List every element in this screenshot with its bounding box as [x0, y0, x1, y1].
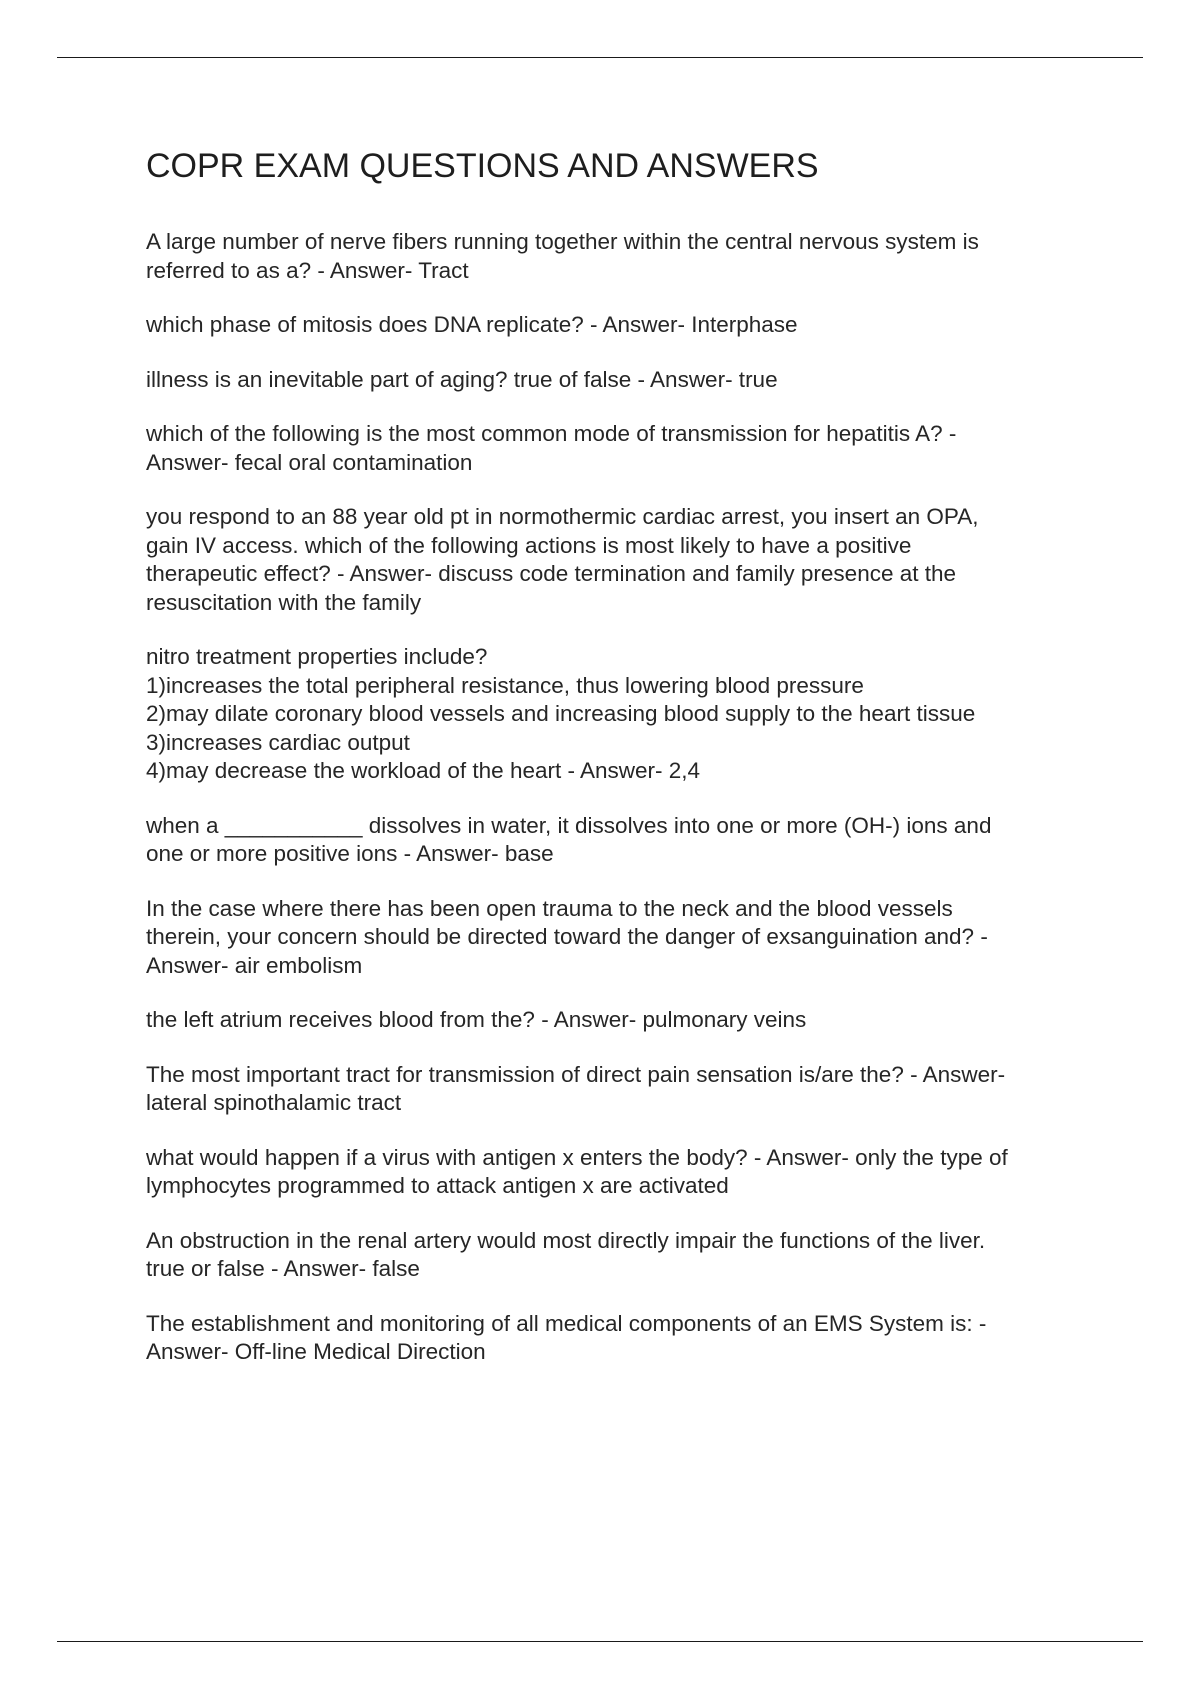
bottom-rule	[57, 1641, 1143, 1642]
qa-entry: The establishment and monitoring of all medical components of an EMS System is: - Answer- Off-line Medical Direction	[146, 1310, 987, 1364]
qa-entry: An obstruction in the renal artery would most directly impair the functions of the liver. true or false - Answer- false	[146, 1227, 986, 1281]
qa-entry: The most important tract for transmission of direct pain sensation is/are the? - Answer- lateral spinothalamic tract	[146, 1061, 1006, 1115]
top-rule	[57, 57, 1143, 58]
qa-entry: what would happen if a virus with antigen x enters the body? - Answer- only the type of lymphocytes programmed to attack antigen x are activated	[146, 1144, 1008, 1198]
document-body	[146, 140, 1086, 1393]
qa-entry: which of the following is the most common mode of transmission for hepatitis A? - Answer- fecal oral contamination	[146, 421, 957, 475]
page-title: COPR EXAM QUESTIONS AND ANSWERS	[146, 147, 819, 185]
qa-entry: when a ___________ dissolves in water, it dissolves into one or more (OH-) ions and one or more positive ions - Answer- base	[146, 812, 992, 866]
qa-entry: the left atrium receives blood from the? - Answer- pulmonary veins	[146, 1007, 807, 1032]
qa-entry: which phase of mitosis does DNA replicate? - Answer- Interphase	[146, 312, 798, 337]
qa-entry: In the case where there has been open trauma to the neck and the blood vessels therein, your concern should be directed toward the danger of exsanguination and? - Answer- air embolism	[146, 895, 988, 978]
qa-entry: you respond to an 88 year old pt in normothermic cardiac arrest, you insert an OPA, gain IV access. which of the following actions is most likely to have a positive therapeutic effect? - Answer- discuss code termination and family presence at the resuscitation with the family	[146, 504, 979, 615]
qa-entry: illness is an inevitable part of aging? true of false - Answer- true	[146, 366, 778, 392]
qa-entry: nitro treatment properties include? 1)increases the total peripheral resistance, thus lowering blood pressure 2)may dilate coronary blood vessels and increasing blood supply to the heart tissue 3)increases cardiac output 4)may decrease the workload of the heart - Answer- 2,4	[146, 644, 976, 783]
qa-entry: A large number of nerve fibers running together within the central nervous system is referred to as a? - Answer- Tract	[146, 229, 979, 283]
